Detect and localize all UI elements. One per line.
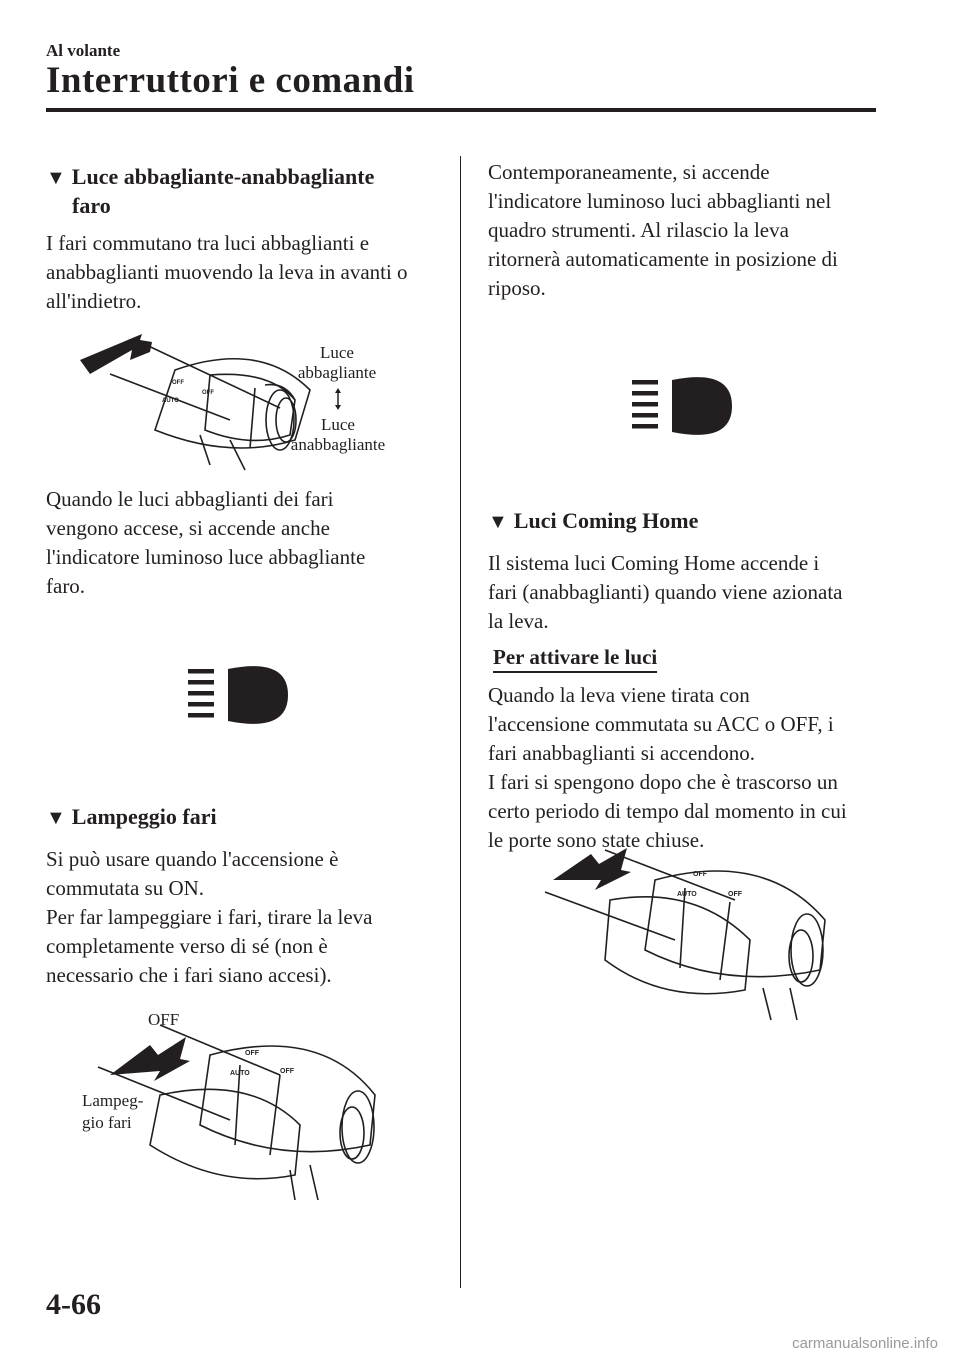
label-high-beam: Luce abbagliante <box>297 343 377 382</box>
label-headlight-flash: Lampeg- gio fari <box>82 1091 144 1132</box>
label-off: OFF <box>148 1010 180 1029</box>
paragraph-coming-home: Il sistema luci Coming Home accende i fari (anabbaglianti) quando viene azionata la leva. <box>488 551 843 633</box>
title-rule <box>46 108 876 112</box>
high-beam-indicator-icon <box>188 663 290 727</box>
breadcrumb: Al volante <box>46 41 121 60</box>
paragraph-indicator-release: Contemporaneamente, si accende l'indicatore luminoso luci abbaglianti nel quadro strumenti. Al rilascio la leva ritornerà automaticamente in posizione di riposo. <box>488 160 838 300</box>
watermark: carmanualsonline.info <box>792 1335 938 1352</box>
lever-label-auto: AUTO <box>230 1070 250 1077</box>
lever-label-off: OFF <box>693 871 707 878</box>
pull-arrow-icon <box>110 1037 190 1081</box>
double-arrow-icon <box>80 334 152 374</box>
triangle-bullet-icon: ▼ <box>46 167 66 189</box>
lever-label-off-2: OFF <box>280 1068 294 1075</box>
lever-label-off-2: OFF <box>202 390 214 396</box>
column-divider <box>460 156 461 1288</box>
triangle-bullet-icon: ▼ <box>488 511 508 533</box>
lever-label-off: OFF <box>245 1050 259 1057</box>
lever-label-off: OFF <box>172 380 184 386</box>
subheading-activate-lights: Per attivare le luci <box>493 643 657 673</box>
lever-label-auto: AUTO <box>677 891 697 898</box>
paragraph-high-beam-indicator: Quando le luci abbaglianti dei fari vengono accese, si accende anche l'indicatore luminoso luce abbagliante faro. <box>46 487 366 598</box>
label-low-beam: Luce anabbagliante <box>290 415 386 454</box>
paragraph-beam-switch: I fari commutano tra luci abbaglianti e anabbaglianti muovendo la leva in avanti o all'indietro. <box>46 231 408 313</box>
lever-label-off-2: OFF <box>728 891 742 898</box>
up-down-arrow-icon <box>333 388 343 410</box>
page-number: 4-66 <box>46 1288 101 1321</box>
triangle-bullet-icon: ▼ <box>46 807 66 829</box>
section-heading-headlight-flash: ▼ Lampeggio fari <box>46 803 446 832</box>
page-title: Interruttori e comandi <box>46 60 415 101</box>
lever-figure-coming-home <box>535 840 845 1030</box>
section-heading-high-low-beam: ▼ Luce abbagliante-anabbagliante faro <box>46 164 375 218</box>
lever-label-auto: AUTO <box>162 398 179 404</box>
high-beam-indicator-icon <box>632 374 734 438</box>
paragraph-activate-lights: Quando la leva viene tirata con l'accensione commutata su ACC o OFF, i fari anabbaglianti si accendono. I fari si spengono dopo che è trascorso un certo periodo di tempo dal momento in cui le porte sono state chiuse. <box>488 683 847 852</box>
pull-arrow-icon <box>553 848 631 890</box>
section-heading-coming-home: ▼ Luci Coming Home <box>488 507 888 536</box>
paragraph-headlight-flash: Si può usare quando l'accensione è commutata su ON. Per far lampeggiare i fari, tirare la leva completamente verso di sé (non è necessario che i fari siano accesi). <box>46 847 373 987</box>
